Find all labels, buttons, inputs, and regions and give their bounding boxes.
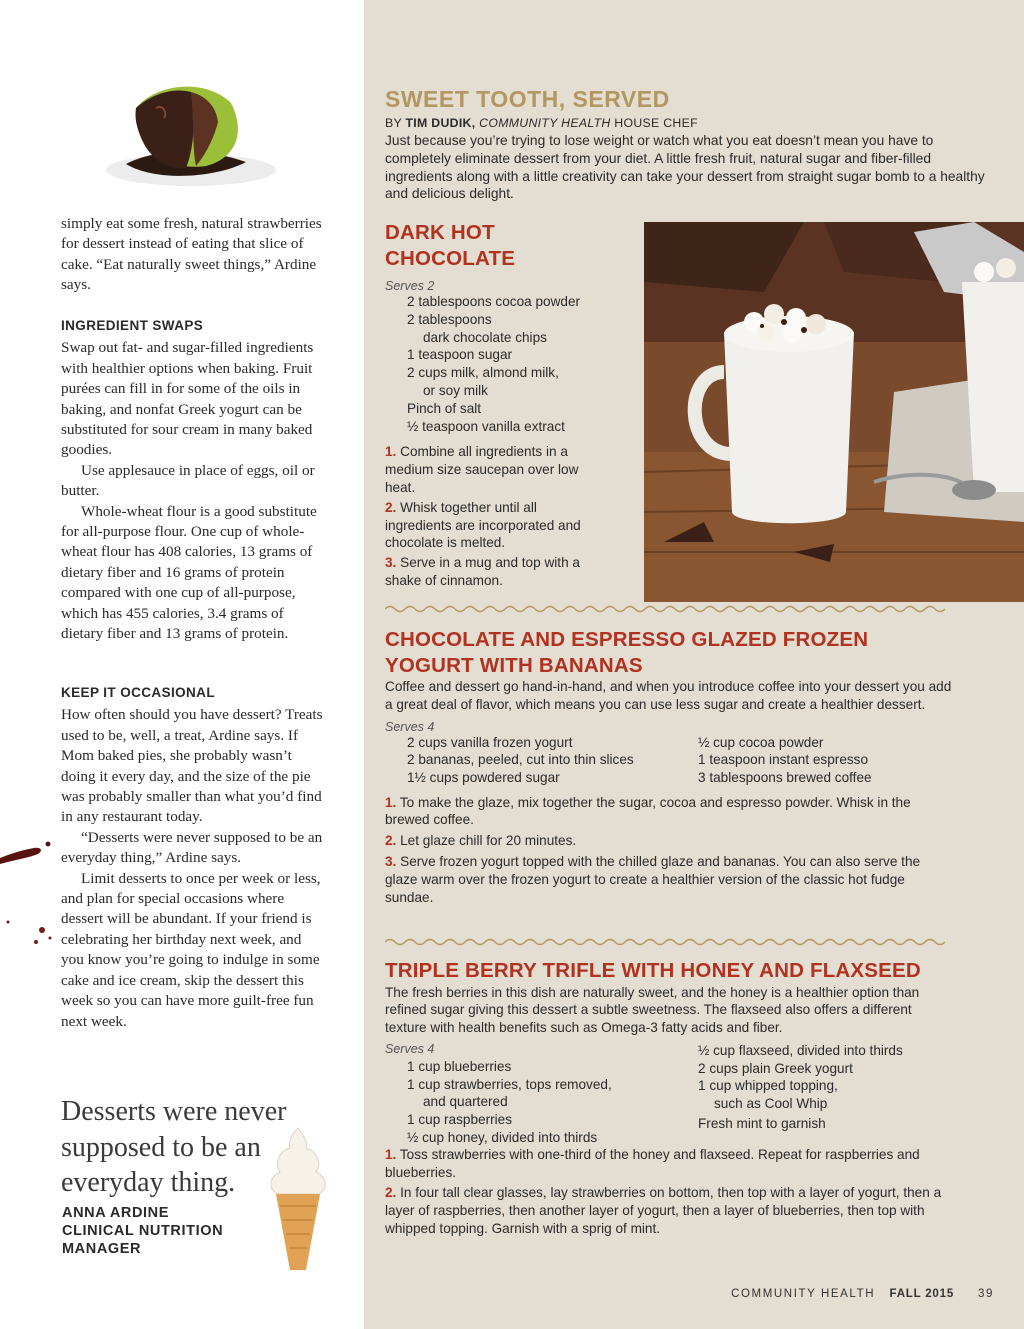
step-text: Serve in a mug and top with a shake of cinnamon. <box>385 555 580 588</box>
step-number: 3. <box>385 853 397 869</box>
step-text: Serve frozen yogurt topped with the chilled glaze and bananas. You can also serve the glaze warm over the frozen yogurt to create a healthier version of the classic hot fudge sundae. <box>385 853 921 905</box>
ingredient-item: 1 cup strawberries, tops removed, <box>407 1076 612 1092</box>
recipe2-step <box>385 832 955 850</box>
intro-text: simply eat some fresh, natural strawberries for dessert instead of eating that slice of cake. “Eat naturally sweet things,” Ardine says. <box>61 215 322 294</box>
recipe1-title-line-1: DARK HOT <box>385 221 495 244</box>
recipe-triple-berry-trifle <box>385 958 955 1238</box>
swaps-paragraph-3: Whole-wheat flour is a good substitute for all-purpose flour. One cup of whole-wheat flour has 408 calories, 13 grams of dietary fiber and 16 grams of protein compared with one cup of all-purpose, which has 455 calories, 3.4 grams of dietary fiber and 13 grams of protein. <box>61 502 317 643</box>
ice-cream-cone-image <box>262 1124 334 1274</box>
recipe3-step <box>385 1184 955 1237</box>
chocolate-splatter-decoration <box>0 830 70 950</box>
byline-role: HOUSE CHEF <box>610 116 698 130</box>
left-column <box>0 0 364 1329</box>
recipe3-ingredients <box>385 1041 955 1146</box>
step-text: Toss strawberries with one-third of the honey and flaxseed. Repeat for raspberries and blueberries. <box>385 1146 920 1180</box>
keep-it-occasional-heading: KEEP IT OCCASIONAL <box>61 685 215 700</box>
swaps-paragraph-1: Swap out fat- and sugar-filled ingredients with healthier options when baking. Fruit purées can fill in for some of the oils in baking, and nonfat Greek yogurt can be substituted for sour cream in many baked goodies. <box>61 339 314 459</box>
ingredient-item: ½ cup flaxseed, divided into thirds <box>698 1042 903 1058</box>
recipe2-ingredients-right <box>698 734 872 787</box>
recipe2-step <box>385 794 955 830</box>
ingredient-swaps-heading: INGREDIENT SWAPS <box>61 318 204 333</box>
ingredient-item: or soy milk <box>423 382 488 398</box>
ingredient-item: 2 cups plain Greek yogurt <box>698 1060 853 1076</box>
byline-by: BY <box>385 116 406 130</box>
step-number: 3. <box>385 555 397 571</box>
recipe1-step <box>385 554 595 590</box>
recipe1-step <box>385 499 595 552</box>
step-text: Let glaze chill for 20 minutes. <box>400 833 577 849</box>
recipe2-serves: Serves 4 <box>385 719 435 734</box>
recipe1-ingredients <box>385 293 635 435</box>
recipe3-ingredients-right <box>698 1042 903 1133</box>
ingredient-item: 2 tablespoons <box>407 311 492 327</box>
occasional-paragraph-1: How often should you have dessert? Treats used to be, well, a treat, Ardine says. If Mom baked pies, she probably wasn’t doing it every day, and the size of the pie was probably smaller than what you’d find in any restaurant today. <box>61 706 323 826</box>
ingredient-item: ½ teaspoon vanilla extract <box>407 418 565 434</box>
step-number: 1. <box>385 444 397 460</box>
ingredient-item: 1 teaspoon sugar <box>407 347 513 363</box>
chocolate-dipped-apple-image <box>96 78 276 198</box>
attribution-title-line-1: CLINICAL NUTRITION <box>62 1223 224 1239</box>
recipe3-intro: The fresh berries in this dish are naturally sweet, and the honey is a healthier option than refined sugar giving this dessert a subtle sweetness. The flaxseed also offers a different texture with health benefits such as Omega-3 fatty acids and fiber. <box>385 984 920 1036</box>
recipe2-step <box>385 853 955 906</box>
quote-attribution <box>62 1204 223 1258</box>
recipe1-serves: Serves 2 <box>385 279 435 293</box>
ingredient-item: 1½ cups powdered sugar <box>407 770 560 786</box>
recipe-frozen-yogurt <box>385 627 955 906</box>
recipe2-ingredients-left <box>407 734 634 787</box>
recipe-dark-hot-chocolate <box>385 220 635 590</box>
ingredient-item: ½ cup cocoa powder <box>698 734 824 750</box>
ingredient-item: 2 bananas, peeled, cut into thin slices <box>407 752 634 768</box>
occasional-paragraph-3: Limit desserts to once per week or less, and plan for special occasions where dessert will be abundant. If your friend is celebrating her birthday next week, and you know you’re going to indulge in some cake and ice cream, skip the dessert this week so you can have more guilt-free fun next week. <box>61 869 321 1030</box>
ingredient-item: 3 tablespoons brewed coffee <box>698 770 872 786</box>
recipe-panel <box>364 0 1024 1329</box>
ingredient-item: 2 cups vanilla frozen yogurt <box>407 734 573 750</box>
step-text: Whisk together until all ingredients are incorporated and chocolate is melted. <box>385 499 581 551</box>
attribution-title-line-2: MANAGER <box>62 1241 142 1257</box>
recipe3-title: TRIPLE BERRY TRIFLE WITH HONEY AND FLAXSEED <box>385 959 921 982</box>
recipe3-serves: Serves 4 <box>385 1041 435 1056</box>
occasional-paragraph-2: “Desserts were never supposed to be an everyday thing,” Ardine says. <box>61 828 323 867</box>
step-number: 2. <box>385 1185 397 1201</box>
intro-paragraph <box>61 214 323 296</box>
section-divider <box>385 937 945 947</box>
recipe2-ingredients <box>385 734 955 788</box>
ingredient-item: dark chocolate chips <box>423 329 547 345</box>
footer-issue: FALL 2015 <box>889 1288 955 1300</box>
keep-it-occasional-section <box>61 683 323 1032</box>
ingredient-item: 2 tablespoons cocoa powder <box>407 294 581 309</box>
swaps-paragraph-2: Use applesauce in place of eggs, oil or butter. <box>61 461 315 500</box>
ingredient-item: Fresh mint to garnish <box>698 1116 826 1132</box>
page-number: 39 <box>978 1288 994 1300</box>
ingredient-item: 1 cup whipped topping, <box>698 1078 838 1094</box>
pull-quote: Desserts were never supposed to be an everyday thing. <box>61 1096 287 1198</box>
section-divider <box>385 604 945 614</box>
hot-chocolate-photo <box>644 222 1024 602</box>
article-intro: Just because you’re trying to lose weight or watch what you eat doesn’t mean you have to completely eliminate dessert from your diet. A little fresh fruit, natural sugar and fiber-filled ingredients along with a little creativity can take your dessert from straight sugar bomb to a healthy and delicious delight. <box>385 133 985 202</box>
recipe2-intro: Coffee and dessert go hand-in-hand, and when you introduce coffee into your dessert you add a great deal of flavor, which means you can use less sugar and create a healthier dessert. <box>385 679 952 712</box>
byline-publication: COMMUNITY HEALTH <box>475 116 611 130</box>
article-title: SWEET TOOTH, SERVED <box>385 86 670 112</box>
step-number: 2. <box>385 833 397 849</box>
step-text: To make the glaze, mix together the sugar, cocoa and espresso powder. Whisk in the brewed coffee. <box>385 794 911 828</box>
recipe2-title: CHOCOLATE AND ESPRESSO GLAZED FROZEN YOGURT WITH BANANAS <box>385 628 869 677</box>
ingredient-item: 2 cups milk, almond milk, <box>407 365 559 381</box>
recipe1-title-line-2: CHOCOLATE <box>385 246 516 270</box>
recipe1-step <box>385 443 595 496</box>
ingredient-item: ½ cup honey, divided into thirds <box>407 1130 598 1146</box>
attribution-name: ANNA ARDINE <box>62 1205 170 1221</box>
step-number: 1. <box>385 1146 397 1162</box>
recipe3-ingredients-left <box>407 1058 612 1147</box>
byline-author: TIM DUDIK, <box>405 116 476 130</box>
ingredient-item: Pinch of salt <box>407 400 482 416</box>
step-number: 2. <box>385 499 397 515</box>
ingredient-item: 1 cup blueberries <box>407 1058 512 1074</box>
ingredient-item: 1 teaspoon instant espresso <box>698 752 869 768</box>
ingredient-item: 1 cup raspberries <box>407 1112 513 1128</box>
byline <box>385 116 698 130</box>
ingredient-swaps-section <box>61 316 323 645</box>
footer-magazine: COMMUNITY HEALTH <box>731 1288 876 1300</box>
ingredient-item: and quartered <box>423 1094 508 1110</box>
step-number: 1. <box>385 794 397 810</box>
page-footer <box>731 1288 994 1300</box>
ingredient-item: such as Cool Whip <box>714 1096 828 1112</box>
recipe3-step <box>385 1146 955 1182</box>
step-text: Combine all ingredients in a medium size saucepan over low heat. <box>385 444 579 495</box>
step-text: In four tall clear glasses, lay strawberries on bottom, then top with a layer of yogurt, then a layer of raspberries, then another layer of yogurt, then a layer of blueberries, then top with whipped topping. Garnish with a sprig of mint. <box>385 1185 942 1237</box>
recipe1-title <box>385 220 635 271</box>
